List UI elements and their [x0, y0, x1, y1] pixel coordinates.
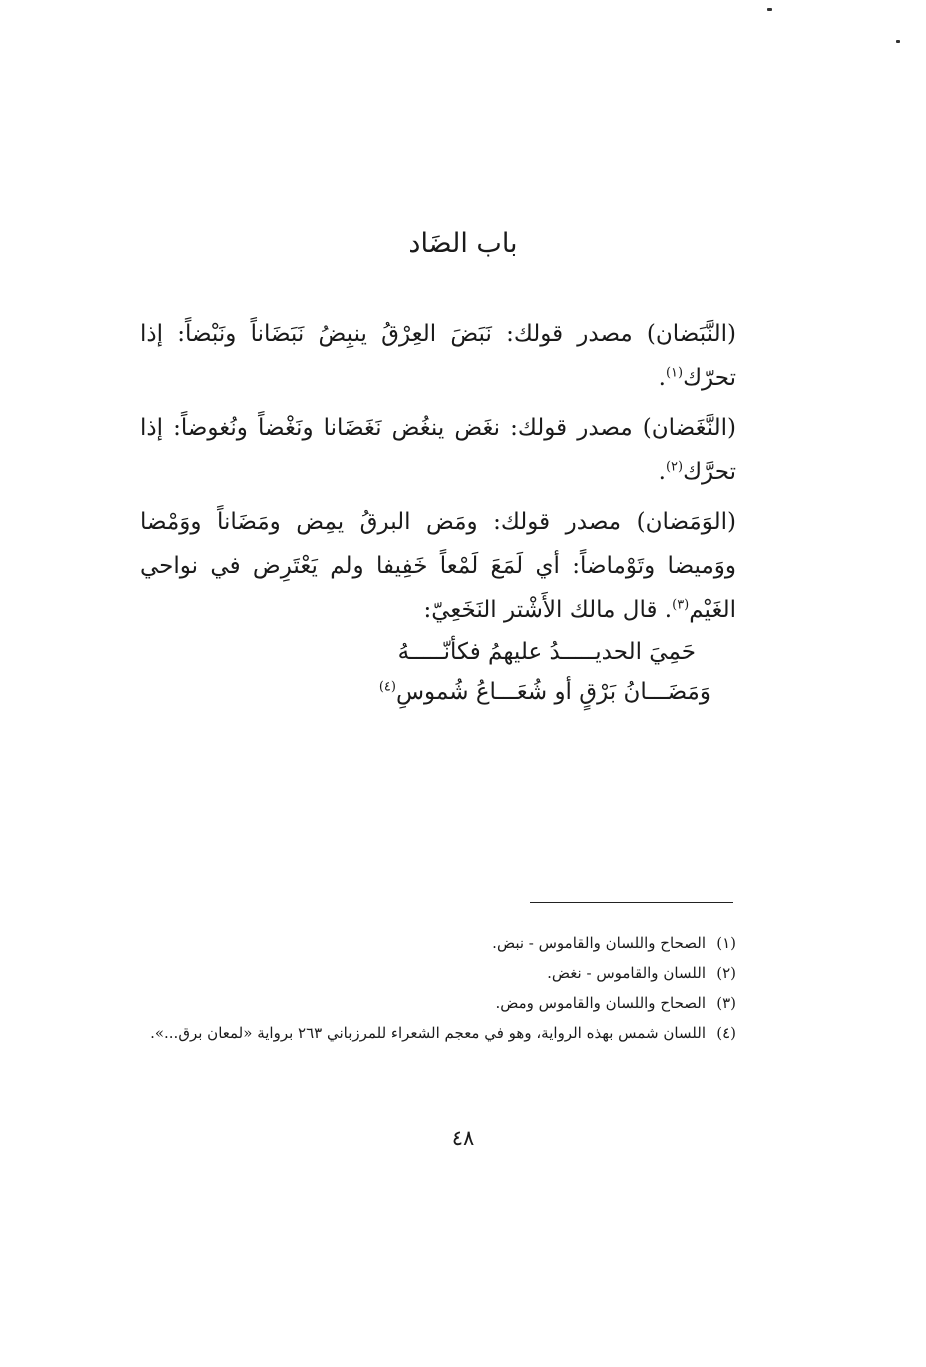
footnote-item [140, 1018, 736, 1048]
footnote-number: (٤) [716, 1024, 736, 1042]
entry-end: . [658, 365, 666, 391]
scan-speck [896, 40, 900, 43]
entry-text: (النَّغَضان) مصدر قولك: نغَض ينغُض نَغَضَانا ونَغْضاً ونُغوضاً: إذا تحرَّك [140, 415, 736, 485]
footnote-ref: (١) [665, 365, 684, 381]
footnote-number: (١) [716, 934, 736, 952]
entry-text: (النَّبَضان) مصدر قولك: نَبَضَ العِرْقُ ينبِضُ نَبَضَاناً ونَبْضاً: إذا تحرّك [140, 321, 736, 391]
chapter-title: باب الضَاد [408, 228, 518, 259]
main-text [140, 312, 736, 712]
entry-text: (الوَمَضان) مصدر قولك: ومَض البرقُ يمِض ومَضَاناً ووَمْضا ووَميضا وتَوْماضاً: أي لَمَعَ لَمْعاً خَفِيفا ولم يَعْتَرِض في نواحي الغَيْم [140, 509, 736, 623]
verse-hemistich-2 [140, 672, 736, 712]
footnote-number: (٢) [716, 964, 736, 982]
verse-hemistich-1: حَمِيَ الحديـــــدُ عليهمُ فكأنّـــــهُ [397, 639, 696, 665]
footnote-ref: (٤) [378, 679, 396, 695]
footnote-item [140, 928, 736, 958]
entry-end: . [658, 459, 666, 485]
entry-end: . قال مالك الأَشْتر النَخَعِيّ: [423, 597, 673, 623]
poem-verse [140, 632, 736, 712]
footnote-text: اللسان والقاموس - نغض. [547, 964, 706, 982]
footnote-item [140, 988, 736, 1018]
entry-nabadan [140, 312, 736, 400]
footnote-divider [530, 902, 733, 903]
footnote-ref: (٢) [665, 459, 684, 475]
footnotes [140, 928, 736, 1048]
footnote-item [140, 958, 736, 988]
footnote-text: الصحاح واللسان والقاموس - نبض. [492, 934, 706, 952]
page-number: ٤٨ [451, 1126, 475, 1150]
entry-wamadan [140, 500, 736, 632]
footnote-text: اللسان شمس بهذه الرواية، وهو في معجم الشعراء للمرزباني ٢٦٣ برواية «لمعان برق...». [150, 1024, 706, 1042]
footnote-number: (٣) [716, 994, 736, 1012]
verse-hemistich-2-text: وَمَضَـــانُ بَرْقٍ أو شُعَـــاعُ شُموسِ [395, 679, 711, 705]
footnote-text: الصحاح واللسان والقاموس ومض. [495, 994, 706, 1012]
footnote-ref: (٣) [672, 597, 690, 613]
scan-speck [767, 8, 772, 11]
entry-naghadan [140, 406, 736, 494]
